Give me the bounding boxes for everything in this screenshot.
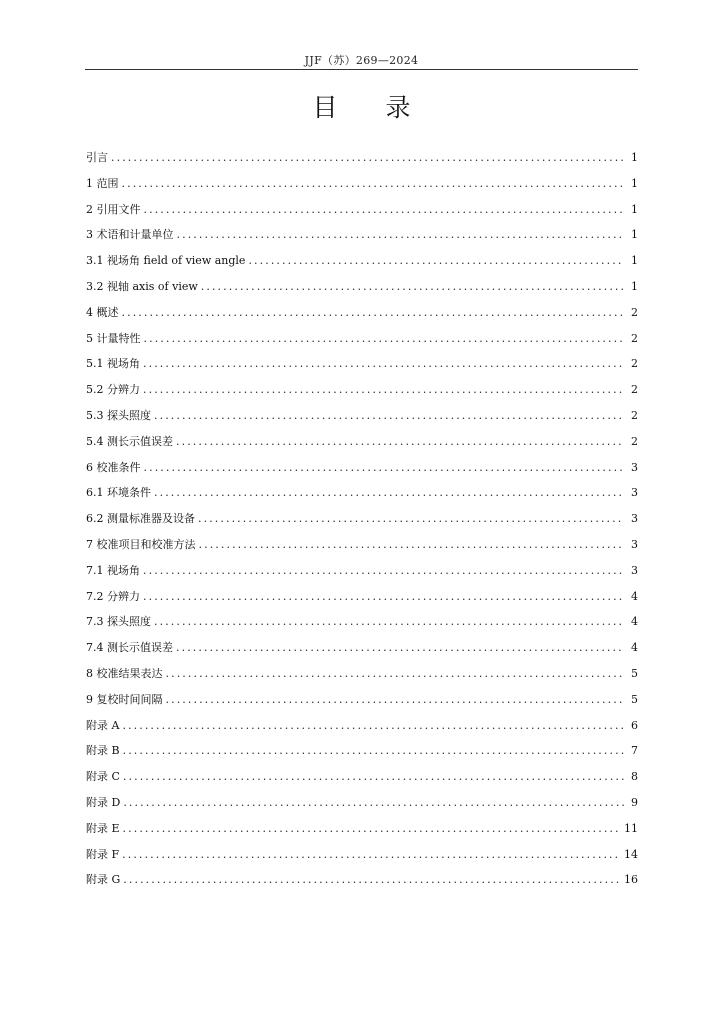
toc-entry-label: 7.1 视场角 — [86, 563, 140, 577]
toc-entry-page-number: 3 — [631, 460, 638, 474]
toc-leader-dots — [122, 303, 625, 323]
header-rule — [85, 69, 638, 70]
toc-entry[interactable] — [86, 380, 638, 406]
toc-leader-dots — [122, 716, 624, 736]
toc-leader-dots — [143, 587, 624, 607]
toc-entry-page-number: 16 — [624, 873, 638, 887]
toc-entry-page-number: 4 — [631, 615, 638, 629]
toc-entry-label: 2 引用文件 — [86, 202, 141, 216]
toc-leader-dots — [176, 638, 624, 658]
toc-entry[interactable] — [86, 251, 638, 277]
toc-entry[interactable] — [86, 303, 638, 329]
toc-entry-label: 9 复校时间间隔 — [86, 692, 163, 706]
toc-entry-label: 6.2 测量标准器及设备 — [86, 512, 195, 526]
toc-leader-dots — [166, 664, 625, 684]
toc-entry-label: 7 校准项目和校准方法 — [86, 537, 196, 551]
toc-leader-dots — [122, 174, 625, 194]
toc-leader-dots — [144, 200, 625, 220]
toc-entry-page-number: 2 — [631, 408, 638, 422]
toc-leader-dots — [144, 458, 625, 478]
toc-leader-dots — [143, 561, 624, 581]
toc-entry-page-number: 8 — [631, 770, 638, 784]
toc-entry-label: 7.2 分辨力 — [86, 589, 140, 603]
toc-entry-page-number: 4 — [631, 641, 638, 655]
title-char-2: 录 — [385, 93, 411, 122]
toc-entry[interactable] — [86, 535, 638, 561]
toc-leader-dots — [201, 277, 624, 297]
toc-entry-page-number: 14 — [624, 847, 638, 861]
toc-entry-page-number: 3 — [631, 563, 638, 577]
toc-entry[interactable] — [86, 845, 638, 871]
toc-entry-page-number: 6 — [631, 718, 638, 732]
toc-entry-label: 8 校准结果表达 — [86, 666, 163, 680]
toc-entry-page-number: 11 — [624, 821, 638, 835]
toc-entry[interactable] — [86, 561, 638, 587]
toc-entry-page-number: 3 — [631, 486, 638, 500]
toc-entry-label: 5 计量特性 — [86, 331, 141, 345]
toc-entry-page-number: 5 — [631, 666, 638, 680]
toc-entry[interactable] — [86, 587, 638, 613]
toc-entry-label: 附录 D — [86, 795, 121, 809]
toc-entry-label: 附录 C — [86, 770, 120, 784]
toc-leader-dots — [111, 148, 624, 168]
toc-entry[interactable] — [86, 741, 638, 767]
toc-entry-label: 3.2 视轴 axis of view — [86, 279, 198, 293]
toc-entry-page-number: 3 — [631, 512, 638, 526]
toc-entry[interactable] — [86, 354, 638, 380]
toc-entry[interactable] — [86, 638, 638, 664]
toc-entry-label: 引言 — [86, 151, 108, 164]
toc-entry-page-number: 9 — [631, 795, 638, 809]
toc-entry-label: 7.3 探头照度 — [86, 615, 151, 629]
toc-entry-page-number: 2 — [631, 383, 638, 397]
toc-entry[interactable] — [86, 870, 638, 896]
toc-entry-label: 附录 F — [86, 847, 120, 861]
toc-entry[interactable] — [86, 483, 638, 509]
page-title — [85, 88, 638, 124]
toc-entry[interactable] — [86, 690, 638, 716]
toc-leader-dots — [144, 329, 625, 349]
toc-leader-dots — [177, 225, 625, 245]
toc-entry[interactable] — [86, 174, 638, 200]
toc-entry[interactable] — [86, 819, 638, 845]
toc-leader-dots — [123, 741, 624, 761]
toc-entry-page-number: 3 — [631, 537, 638, 551]
toc-entry-label: 5.2 分辨力 — [86, 383, 140, 397]
toc-entry-label: 4 概述 — [86, 305, 119, 319]
toc-entry-page-number: 7 — [631, 744, 638, 758]
toc-entry[interactable] — [86, 432, 638, 458]
toc-leader-dots — [123, 767, 624, 787]
toc-leader-dots — [176, 432, 624, 452]
toc-leader-dots — [154, 483, 624, 503]
toc-entry[interactable] — [86, 406, 638, 432]
toc-entry[interactable] — [86, 767, 638, 793]
toc-entry[interactable] — [86, 458, 638, 484]
toc-leader-dots — [199, 535, 625, 555]
toc-leader-dots — [248, 251, 624, 271]
toc-entry[interactable] — [86, 716, 638, 742]
toc-entry-page-number: 1 — [631, 228, 638, 242]
toc-entry-label: 7.4 测长示值误差 — [86, 641, 173, 655]
toc-leader-dots — [123, 819, 620, 839]
toc-leader-dots — [143, 380, 624, 400]
title-char-1: 目 — [312, 93, 338, 122]
toc-entry[interactable] — [86, 793, 638, 819]
toc-entry-page-number: 2 — [631, 357, 638, 371]
toc-entry[interactable] — [86, 200, 638, 226]
toc-entry-label: 6.1 环境条件 — [86, 486, 151, 500]
toc-entry-label: 3 术语和计量单位 — [86, 228, 174, 242]
toc-leader-dots — [198, 509, 624, 529]
running-header: JJF（苏）269—2024 — [304, 54, 419, 67]
toc-entry[interactable] — [86, 277, 638, 303]
toc-entry-label: 5.4 测长示值误差 — [86, 434, 173, 448]
toc-entry-label: 5.1 视场角 — [86, 357, 140, 371]
toc-entry-label: 附录 G — [86, 873, 121, 887]
toc-entry-label: 附录 E — [86, 821, 120, 835]
toc-entry[interactable] — [86, 664, 638, 690]
toc-entry-page-number: 4 — [631, 589, 638, 603]
toc-leader-dots — [123, 870, 620, 890]
toc-leader-dots — [123, 793, 624, 813]
toc-entry-label: 3.1 视场角 field of view angle — [86, 254, 246, 268]
toc-entry-page-number: 1 — [631, 176, 638, 190]
table-of-contents — [86, 148, 638, 896]
toc-entry-page-number: 1 — [631, 202, 638, 216]
toc-entry-label: 1 范围 — [86, 176, 119, 190]
toc-leader-dots — [154, 612, 624, 632]
toc-entry[interactable] — [86, 148, 638, 174]
toc-entry-page-number: 1 — [631, 151, 638, 164]
toc-entry-page-number: 2 — [631, 331, 638, 345]
toc-leader-dots — [122, 845, 620, 865]
toc-entry-label: 附录 A — [86, 718, 120, 732]
toc-entry-label: 6 校准条件 — [86, 460, 141, 474]
toc-leader-dots — [143, 354, 624, 374]
toc-entry[interactable] — [86, 612, 638, 638]
toc-entry-page-number: 1 — [631, 254, 638, 268]
toc-entry[interactable] — [86, 509, 638, 535]
toc-entry-page-number: 2 — [631, 434, 638, 448]
toc-entry[interactable] — [86, 225, 638, 251]
toc-leader-dots — [154, 406, 624, 426]
toc-entry[interactable] — [86, 329, 638, 355]
toc-entry-page-number: 5 — [631, 692, 638, 706]
toc-entry-label: 附录 B — [86, 744, 120, 758]
toc-entry-page-number: 2 — [631, 305, 638, 319]
toc-entry-label: 5.3 探头照度 — [86, 408, 151, 422]
toc-leader-dots — [166, 690, 625, 710]
toc-entry-page-number: 1 — [631, 279, 638, 293]
